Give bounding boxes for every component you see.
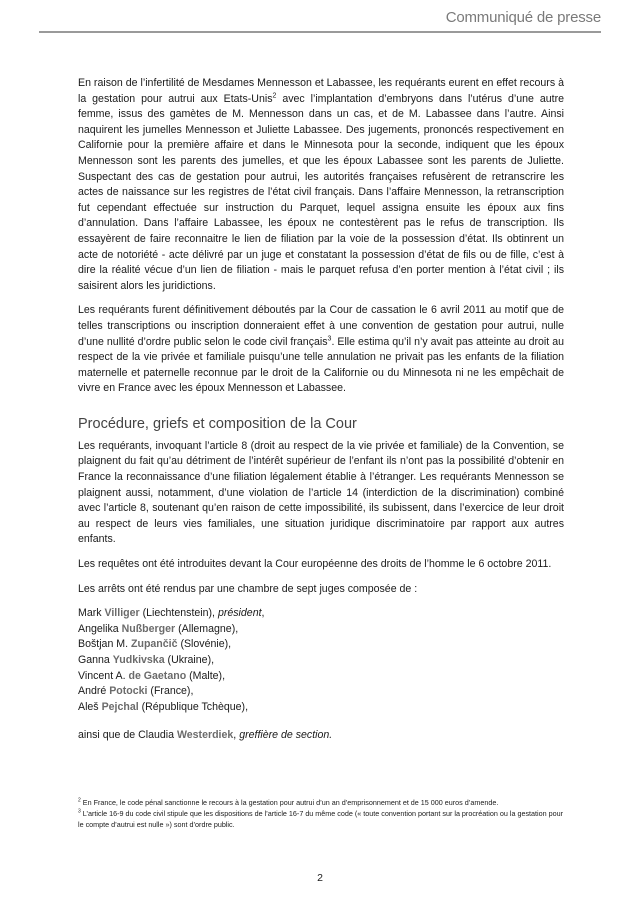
paragraph-2 [78, 303, 564, 397]
judge-country: (Malte), [186, 669, 226, 682]
registrar-name: Westerdiek [176, 729, 234, 742]
judge-country: (Ukraine), [164, 654, 215, 666]
judge-last-name: Yudkivska [112, 654, 165, 666]
judge-first-name: Aleš [78, 700, 102, 713]
footnote-ref-3[interactable]: 3 [327, 334, 332, 342]
judge-role: président [217, 607, 262, 620]
header-rule [39, 31, 601, 33]
judge-item [78, 669, 564, 685]
page-number: 2 [317, 872, 323, 884]
paragraph-2-text-cont: . Elle estima qu’il n’y avait pas atteinte au droit au respect de la vie privée et familiale puisqu’une telle annulation ne privait pas les enfants de la filiation maternelle et paternelle reconnue par le droit de la Californie ou du Minnesota ni ne les empêchait de vivre en France avec les époux Mennesson et Labassee. [78, 335, 564, 395]
judge-country: (France), [147, 685, 194, 698]
judge-last-name: Zupančič [131, 638, 178, 651]
judge-item [78, 684, 564, 700]
footnote-2 [78, 797, 564, 808]
page-header [0, 0, 640, 34]
footnote-number: 3 [78, 808, 81, 815]
judge-last-name: Nußberger [121, 622, 176, 635]
judge-last-name: Pejchal [101, 700, 139, 713]
registrar-prefix: ainsi que de Claudia [78, 729, 177, 742]
paragraph-4: Les requêtes ont été introduites devant la Cour européenne des droits de l’homme le 6 octobre 2011. [78, 558, 552, 571]
paragraph-1-text: En raison de l’infertilité de Mesdames Mennesson et Labassee, les requérants eurent en effet recours à la gestation pour autrui aux Etats-Unis [78, 77, 564, 105]
judge-first-name: Boštjan M. [78, 638, 131, 651]
judge-item [78, 622, 564, 638]
judge-item [78, 637, 564, 653]
judge-item [78, 700, 564, 716]
paragraph-3: Les requérants, invoquant l’article 8 (droit au respect de la vie privée et familiale) de la Convention, se plaignent du fait qu’au détriment de l’intérêt supérieur de l’enfant ils n’ont pas la possibilité d’obtenir en France la reconnaissance d’une filiation légalement établie à l’étranger. Les requérants Mennesson se plaignent aussi, notamment, d’une violation de l’article 14 (interdiction de la discrimination) combiné avec l’article 8, soutenant qu’en raison de cette impossibilité, ils subissent, dans l’exercice de leur droit au respect de leurs vies familiales, une situation juridique discriminatoire par rapport aux autres enfants. [78, 439, 564, 546]
main-content [78, 76, 564, 753]
paragraph-1 [78, 76, 564, 294]
judge-country: (Liechtenstein), [139, 607, 218, 620]
registrar-line [78, 728, 564, 744]
footnote-text: L’article 16-9 du code civil stipule que les dispositions de l’article 16-7 du même code (« toute convention portant sur la procréation ou la gestation pour le compte d’autrui est nulle ») sont d’ordre public. [78, 809, 564, 829]
judge-last-name: Potocki [109, 685, 148, 698]
judge-first-name: Ganna [78, 654, 113, 666]
judge-country: (République Tchèque), [138, 700, 249, 713]
section-heading: Procédure, griefs et composition de la Cour [78, 415, 357, 432]
judge-first-name: Mark [78, 607, 105, 620]
paragraph-5: Les arrêts ont été rendus par une chambre de sept juges composée de : [78, 582, 418, 595]
judge-first-name: André [78, 685, 110, 698]
judge-first-name: Angelika [78, 622, 122, 635]
judge-last-name: Villiger [104, 607, 140, 620]
judge-end: , [261, 607, 265, 620]
paragraph-1-text-cont: avec l’implantation d’embryons dans l’utérus d’une autre femme, issus des gamètes de M. Mennesson dans un cas, et de M. Labassee dans l’autre. Ainsi naquirent les jumelles Mennesson et Juliette Labassee. Des jugements, prononcés respectivement en Californie pour la première affaire et dans le Minnesota pour la seconde, indiquent que les époux Mennesson sont les parents des jumelles, et que les époux Labassee sont les parents de Juliette. Suspectant des cas de gestation pour autrui, les autorités françaises refusèrent de retranscrire les actes de naissance sur les registres de l’état civil français. Dans l’affaire Mennesson, la retranscription fut cependant effectuée sur instruction du Parquet, lequel assigna ensuite les époux aux fins d’annulation. Dans l’affaire Labassee, les époux ne contestèrent pas le refus de transcription. Ils essayèrent de faire reconnaitre le lien de filiation par la voie de la possession d’état. Ils obtinrent un acte de notoriété - acte délivré par un juge et constatant la possession d’état de fils ou de fille, c’est à dire la réalité vécue d’un lien de filiation - mais le parquet refusa d’en porter mention à l’état civil ; ils saisirent alors les juridictions. [78, 92, 564, 292]
footnote-text: En France, le code pénal sanctionne le recours à la gestation pour autrui d’un an d’emprisonnement et de 15 000 euros d’amende. [80, 798, 499, 807]
page-header-title: Communiqué de presse [445, 9, 601, 26]
footnote-3 [78, 808, 564, 830]
judge-last-name: de Gaetano [128, 669, 187, 682]
judge-item [78, 606, 564, 622]
judge-country: (Allemagne), [175, 622, 239, 635]
registrar-sep: , [233, 729, 240, 742]
judge-country: (Slovénie), [177, 638, 232, 651]
registrar-role: greffière de section. [239, 729, 333, 742]
judge-first-name: Vincent A. [78, 669, 129, 682]
judges-list [78, 606, 564, 715]
footnote-ref-2[interactable]: 2 [272, 92, 277, 100]
footnotes [78, 797, 564, 830]
paragraph-2-text: Les requérants furent définitivement déboutés par la Cour de cassation le 6 avril 2011 au motif que de telles transcriptions ou inscription donneraient effet à une convention de gestation pour autrui, nulle d’une nullité d’ordre public selon le code civil français [78, 304, 564, 348]
judge-item [78, 653, 564, 669]
footnote-number: 2 [78, 797, 81, 804]
